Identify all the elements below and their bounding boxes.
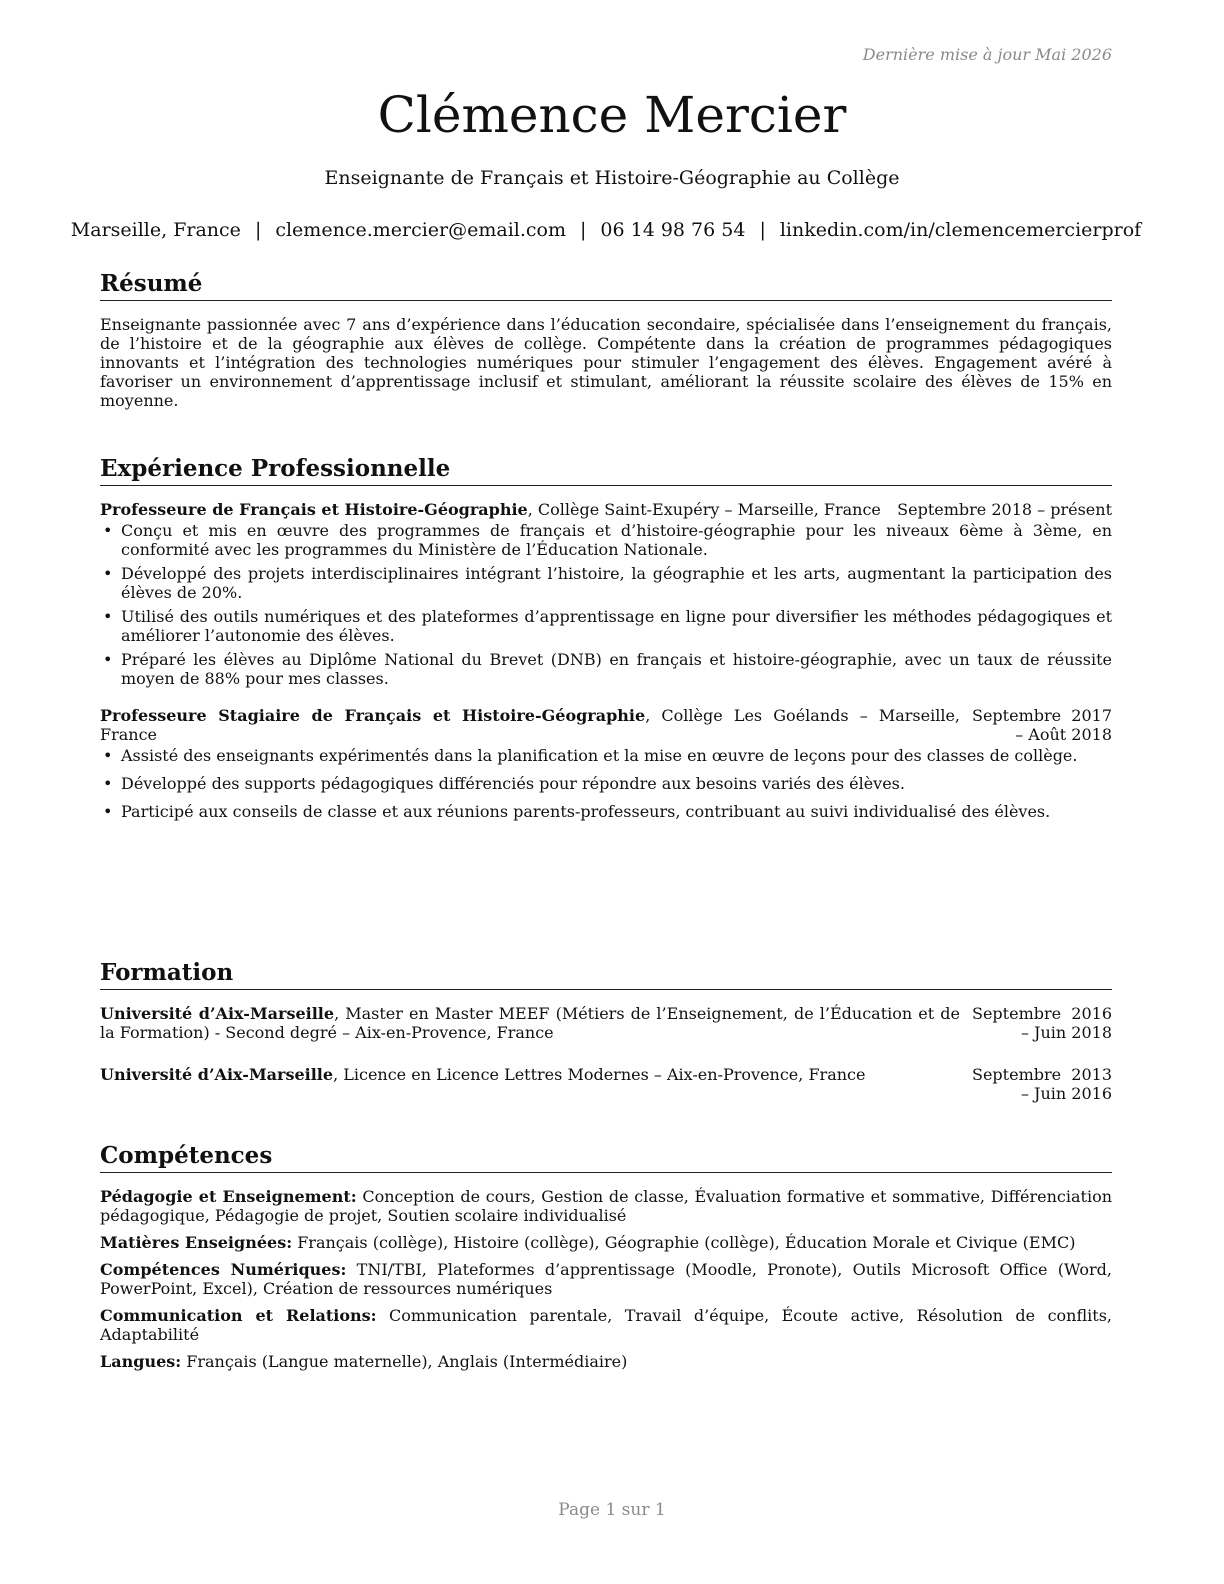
skill-row [100, 1306, 1112, 1344]
education-entry [100, 1004, 1112, 1042]
skill-label: Pédagogie et Enseignement: [100, 1187, 357, 1206]
skill-value: TNI/TBI, Plateformes d’apprentissage (Moodle, Pronote), Outils Microsoft Office (Word, PowerPoint, Excel), Création de ressources numériques [100, 1260, 1112, 1298]
linkedin-link[interactable]: linkedin.com/in/clemencemercierprof [779, 219, 1142, 241]
degree-details: , Master en Master MEEF (Métiers de l’Enseignement, de l’Éducation et de la Formation) - Second degré – Aix-en-Provence, France [100, 1004, 960, 1042]
skill-value: Conception de cours, Gestion de classe, Évaluation formative et sommative, Différenciation pédagogique, Pédagogie de projet, Soutien scolaire individualisé [100, 1187, 1113, 1225]
skill-label: Communication et Relations: [100, 1306, 377, 1325]
email-link[interactable]: clemence.mercier@email.com [275, 219, 566, 241]
skill-row [100, 1260, 1112, 1298]
job-bullets [100, 521, 1112, 688]
job-role: Professeure de Français et Histoire-Géographie [100, 500, 528, 519]
list-item: • Développé des supports pédagogiques différenciés pour répondre aux besoins variés des élèves. [100, 774, 1112, 793]
page-number: Page 1 sur 1 [558, 1500, 666, 1520]
job-title-line [100, 500, 885, 519]
separator: | [580, 219, 587, 241]
job-title-line [100, 706, 960, 744]
skill-label: Matières Enseignées: [100, 1233, 293, 1252]
skills-section [100, 1142, 1112, 1379]
skill-value: Communication parentale, Travail d’équipe, Écoute active, Résolution de conflits, Adaptabilité [100, 1306, 1113, 1344]
separator: | [254, 219, 262, 241]
job-dates: Septembre 2017 – Août 2018 [972, 706, 1112, 744]
skill-value: Français (Langue maternelle), Anglais (Intermédiaire) [181, 1352, 628, 1371]
list-item: • Assisté des enseignants expérimentés dans la planification et la mise en œuvre de leçons pour des classes de collège. [100, 746, 1112, 765]
experience-section [100, 455, 1112, 830]
summary-text: Enseignante passionnée avec 7 ans d’expérience dans l’éducation secondaire, spécialisée dans l’enseignement du français, de l’histoire et de la géographie aux élèves de collège. Compétente dans la création de programmes pédagogiques innovants et l’intégration des technologies numériques pour stimuler l’engagement des élèves. Engagement avéré à favoriser un environnement d’apprentissage inclusif et stimulant, améliorant la réussite scolaire des élèves de 15% en moyenne. [100, 315, 1112, 410]
contact-line [0, 219, 1212, 241]
job-details: , Collège Les Goélands – Marseille, France [100, 706, 961, 744]
education-dates: Septembre 2016 – Juin 2018 [972, 1004, 1112, 1042]
school-name: Université d’Aix-Marseille [100, 1004, 335, 1023]
school-name: Université d’Aix-Marseille [100, 1065, 334, 1084]
skill-value: Français (collège), Histoire (collège), Géographie (collège), Éducation Morale et Civique (EMC) [292, 1233, 1076, 1252]
job-bullets [100, 746, 1112, 821]
phone: 06 14 98 76 54 [600, 219, 746, 241]
skill-row [100, 1187, 1112, 1225]
headline: Enseignante de Français et Histoire-Géographie au Collège [324, 167, 900, 189]
section-title: Expérience Professionnelle [100, 455, 1112, 486]
job-entry [100, 706, 1112, 821]
education-dates: Septembre 2013 – Juin 2016 [972, 1065, 1112, 1103]
last-updated: Dernière mise à jour Mai 2026 [862, 45, 1112, 64]
job-header [100, 706, 1112, 744]
list-item: • Utilisé des outils numériques et des plateformes d’apprentissage en ligne pour diversifier les méthodes pédagogiques et améliorer l’autonomie des élèves. [100, 607, 1112, 645]
candidate-name: Clémence Mercier [377, 86, 847, 144]
degree-details: , Licence en Licence Lettres Modernes – Aix-en-Provence, France [333, 1065, 866, 1084]
job-entry [100, 500, 1112, 688]
summary-section [100, 270, 1112, 410]
separator: | [759, 219, 766, 241]
education-entry [100, 1065, 1112, 1103]
skill-label: Langues: [100, 1352, 182, 1371]
list-item: • Développé des projets interdisciplinaires intégrant l’histoire, la géographie et les arts, augmentant la participation des élèves de 20%. [100, 564, 1112, 602]
education-line [100, 1065, 960, 1103]
section-title: Compétences [100, 1142, 1112, 1173]
job-details: , Collège Saint-Exupéry – Marseille, France [527, 500, 881, 519]
location: Marseille, France [70, 219, 241, 241]
skill-row [100, 1352, 1112, 1371]
job-dates: Septembre 2018 – présent [897, 500, 1112, 519]
job-role: Professeure Stagiaire de Français et Histoire-Géographie [100, 706, 646, 725]
education-line [100, 1004, 960, 1042]
skill-label: Compétences Numériques: [100, 1260, 347, 1279]
section-title: Résumé [100, 270, 1112, 301]
job-header [100, 500, 1112, 519]
skill-row [100, 1233, 1112, 1252]
education-section [100, 959, 1112, 1103]
section-title: Formation [100, 959, 1112, 990]
list-item: • Conçu et mis en œuvre des programmes de français et d’histoire-géographie pour les niveaux 6ème à 3ème, en conformité avec les programmes du Ministère de l’Éducation Nationale. [100, 521, 1112, 559]
list-item: • Participé aux conseils de classe et aux réunions parents-professeurs, contribuant au suivi individualisé des élèves. [100, 802, 1112, 821]
list-item: • Préparé les élèves au Diplôme National du Brevet (DNB) en français et histoire-géographie, avec un taux de réussite moyen de 88% pour mes classes. [100, 650, 1112, 688]
